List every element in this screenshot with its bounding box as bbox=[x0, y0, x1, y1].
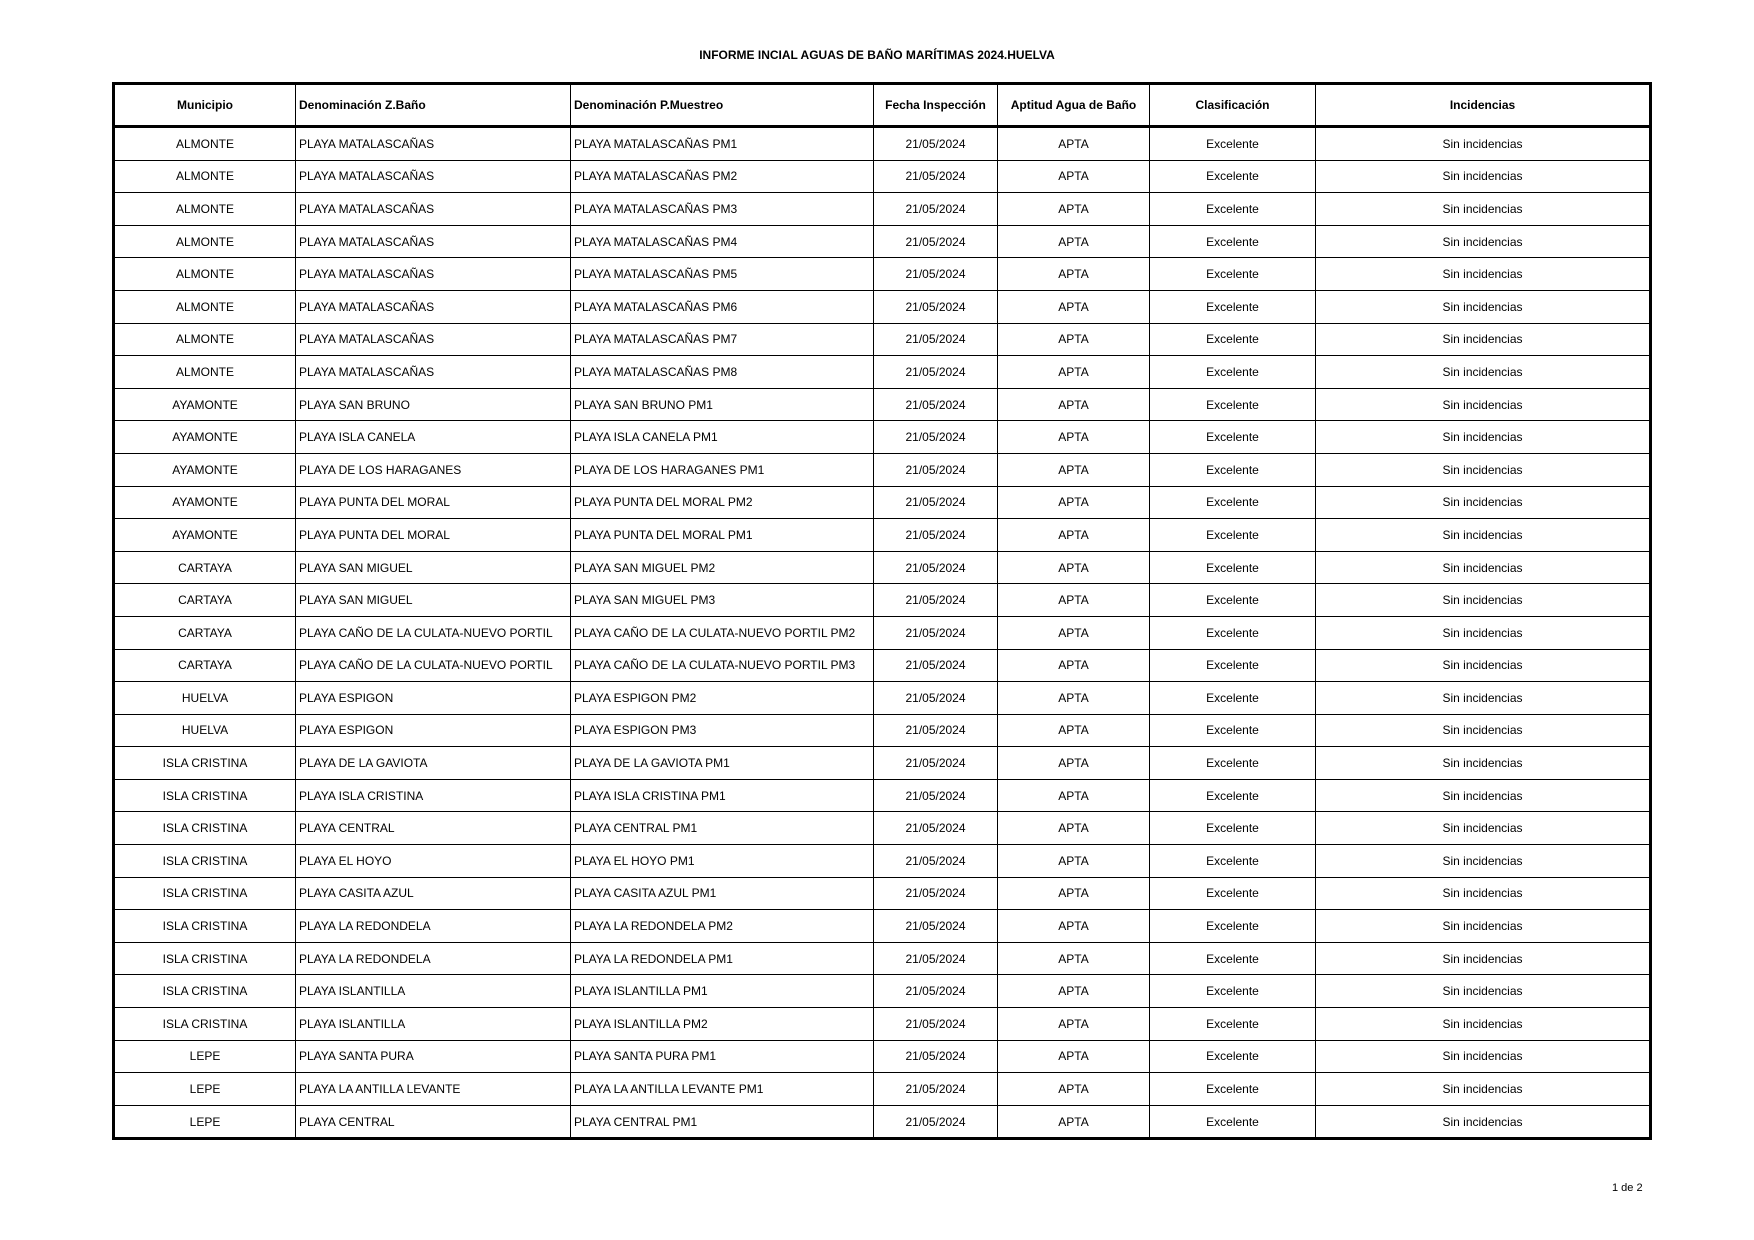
zona-bano-cell: PLAYA ESPIGON bbox=[296, 714, 571, 747]
zona-bano-cell: PLAYA SANTA PURA bbox=[296, 1040, 571, 1073]
aptitud-cell: APTA bbox=[998, 1008, 1150, 1041]
incidencias-cell: Sin incidencias bbox=[1316, 1073, 1651, 1106]
column-header-incidencias: Incidencias bbox=[1316, 84, 1651, 127]
clasificacion-cell: Excelente bbox=[1150, 1073, 1316, 1106]
municipio-cell: HUELVA bbox=[114, 714, 296, 747]
incidencias-cell: Sin incidencias bbox=[1316, 127, 1651, 161]
fecha-cell: 21/05/2024 bbox=[874, 779, 998, 812]
municipio-cell: CARTAYA bbox=[114, 649, 296, 682]
zona-bano-cell: PLAYA CENTRAL bbox=[296, 1105, 571, 1139]
municipio-cell: LEPE bbox=[114, 1105, 296, 1139]
aptitud-cell: APTA bbox=[998, 1040, 1150, 1073]
zona-bano-cell: PLAYA LA ANTILLA LEVANTE bbox=[296, 1073, 571, 1106]
municipio-cell: CARTAYA bbox=[114, 616, 296, 649]
incidencias-cell: Sin incidencias bbox=[1316, 388, 1651, 421]
municipio-cell: ALMONTE bbox=[114, 356, 296, 389]
municipio-cell: CARTAYA bbox=[114, 584, 296, 617]
aptitud-cell: APTA bbox=[998, 975, 1150, 1008]
table-row bbox=[114, 845, 1651, 878]
clasificacion-cell: Excelente bbox=[1150, 551, 1316, 584]
fecha-cell: 21/05/2024 bbox=[874, 714, 998, 747]
table-row bbox=[114, 127, 1651, 161]
zona-bano-cell: PLAYA CAÑO DE LA CULATA-NUEVO PORTIL bbox=[296, 616, 571, 649]
incidencias-cell: Sin incidencias bbox=[1316, 453, 1651, 486]
incidencias-cell: Sin incidencias bbox=[1316, 519, 1651, 552]
municipio-cell: ALMONTE bbox=[114, 193, 296, 226]
table-row bbox=[114, 258, 1651, 291]
municipio-cell: AYAMONTE bbox=[114, 388, 296, 421]
clasificacion-cell: Excelente bbox=[1150, 160, 1316, 193]
fecha-cell: 21/05/2024 bbox=[874, 682, 998, 715]
municipio-cell: LEPE bbox=[114, 1073, 296, 1106]
zona-bano-cell: PLAYA MATALASCAÑAS bbox=[296, 258, 571, 291]
clasificacion-cell: Excelente bbox=[1150, 584, 1316, 617]
punto-muestreo-cell: PLAYA MATALASCAÑAS PM4 bbox=[571, 225, 874, 258]
incidencias-cell: Sin incidencias bbox=[1316, 584, 1651, 617]
clasificacion-cell: Excelente bbox=[1150, 779, 1316, 812]
header-row bbox=[114, 84, 1651, 127]
aptitud-cell: APTA bbox=[998, 290, 1150, 323]
punto-muestreo-cell: PLAYA MATALASCAÑAS PM6 bbox=[571, 290, 874, 323]
incidencias-cell: Sin incidencias bbox=[1316, 877, 1651, 910]
zona-bano-cell: PLAYA LA REDONDELA bbox=[296, 910, 571, 943]
table-row bbox=[114, 225, 1651, 258]
table-row bbox=[114, 356, 1651, 389]
aptitud-cell: APTA bbox=[998, 486, 1150, 519]
clasificacion-cell: Excelente bbox=[1150, 1040, 1316, 1073]
table-row bbox=[114, 812, 1651, 845]
incidencias-cell: Sin incidencias bbox=[1316, 323, 1651, 356]
zona-bano-cell: PLAYA ISLA CRISTINA bbox=[296, 779, 571, 812]
clasificacion-cell: Excelente bbox=[1150, 910, 1316, 943]
municipio-cell: ISLA CRISTINA bbox=[114, 845, 296, 878]
zona-bano-cell: PLAYA MATALASCAÑAS bbox=[296, 323, 571, 356]
punto-muestreo-cell: PLAYA LA ANTILLA LEVANTE PM1 bbox=[571, 1073, 874, 1106]
aptitud-cell: APTA bbox=[998, 584, 1150, 617]
punto-muestreo-cell: PLAYA PUNTA DEL MORAL PM1 bbox=[571, 519, 874, 552]
aptitud-cell: APTA bbox=[998, 453, 1150, 486]
table-row bbox=[114, 160, 1651, 193]
punto-muestreo-cell: PLAYA ESPIGON PM2 bbox=[571, 682, 874, 715]
clasificacion-cell: Excelente bbox=[1150, 356, 1316, 389]
zona-bano-cell: PLAYA EL HOYO bbox=[296, 845, 571, 878]
incidencias-cell: Sin incidencias bbox=[1316, 1008, 1651, 1041]
table-row bbox=[114, 193, 1651, 226]
clasificacion-cell: Excelente bbox=[1150, 225, 1316, 258]
municipio-cell: CARTAYA bbox=[114, 551, 296, 584]
clasificacion-cell: Excelente bbox=[1150, 877, 1316, 910]
municipio-cell: AYAMONTE bbox=[114, 453, 296, 486]
punto-muestreo-cell: PLAYA MATALASCAÑAS PM3 bbox=[571, 193, 874, 226]
fecha-cell: 21/05/2024 bbox=[874, 258, 998, 291]
aptitud-cell: APTA bbox=[998, 160, 1150, 193]
aptitud-cell: APTA bbox=[998, 258, 1150, 291]
clasificacion-cell: Excelente bbox=[1150, 812, 1316, 845]
clasificacion-cell: Excelente bbox=[1150, 388, 1316, 421]
table-row bbox=[114, 877, 1651, 910]
table-row bbox=[114, 779, 1651, 812]
clasificacion-cell: Excelente bbox=[1150, 975, 1316, 1008]
municipio-cell: AYAMONTE bbox=[114, 519, 296, 552]
fecha-cell: 21/05/2024 bbox=[874, 845, 998, 878]
clasificacion-cell: Excelente bbox=[1150, 1008, 1316, 1041]
municipio-cell: ISLA CRISTINA bbox=[114, 975, 296, 1008]
municipio-cell: HUELVA bbox=[114, 682, 296, 715]
incidencias-cell: Sin incidencias bbox=[1316, 845, 1651, 878]
fecha-cell: 21/05/2024 bbox=[874, 747, 998, 780]
aptitud-cell: APTA bbox=[998, 323, 1150, 356]
incidencias-cell: Sin incidencias bbox=[1316, 714, 1651, 747]
fecha-cell: 21/05/2024 bbox=[874, 975, 998, 1008]
zona-bano-cell: PLAYA DE LA GAVIOTA bbox=[296, 747, 571, 780]
clasificacion-cell: Excelente bbox=[1150, 616, 1316, 649]
aptitud-cell: APTA bbox=[998, 779, 1150, 812]
clasificacion-cell: Excelente bbox=[1150, 486, 1316, 519]
page-number: 1 de 2 bbox=[1612, 1182, 1643, 1194]
table-row bbox=[114, 453, 1651, 486]
municipio-cell: ISLA CRISTINA bbox=[114, 812, 296, 845]
incidencias-cell: Sin incidencias bbox=[1316, 910, 1651, 943]
incidencias-cell: Sin incidencias bbox=[1316, 225, 1651, 258]
fecha-cell: 21/05/2024 bbox=[874, 584, 998, 617]
clasificacion-cell: Excelente bbox=[1150, 714, 1316, 747]
table-row bbox=[114, 910, 1651, 943]
municipio-cell: LEPE bbox=[114, 1040, 296, 1073]
clasificacion-cell: Excelente bbox=[1150, 421, 1316, 454]
punto-muestreo-cell: PLAYA ISLA CRISTINA PM1 bbox=[571, 779, 874, 812]
table-row bbox=[114, 290, 1651, 323]
punto-muestreo-cell: PLAYA PUNTA DEL MORAL PM2 bbox=[571, 486, 874, 519]
fecha-cell: 21/05/2024 bbox=[874, 160, 998, 193]
zona-bano-cell: PLAYA DE LOS HARAGANES bbox=[296, 453, 571, 486]
incidencias-cell: Sin incidencias bbox=[1316, 258, 1651, 291]
zona-bano-cell: PLAYA ISLANTILLA bbox=[296, 975, 571, 1008]
fecha-cell: 21/05/2024 bbox=[874, 290, 998, 323]
table-row bbox=[114, 584, 1651, 617]
clasificacion-cell: Excelente bbox=[1150, 682, 1316, 715]
document-title: INFORME INCIAL AGUAS DE BAÑO MARÍTIMAS 2024.HUELVA bbox=[699, 48, 1055, 62]
punto-muestreo-cell: PLAYA CAÑO DE LA CULATA-NUEVO PORTIL PM2 bbox=[571, 616, 874, 649]
incidencias-cell: Sin incidencias bbox=[1316, 486, 1651, 519]
fecha-cell: 21/05/2024 bbox=[874, 812, 998, 845]
municipio-cell: ALMONTE bbox=[114, 323, 296, 356]
table-row bbox=[114, 421, 1651, 454]
column-header-clasificacion: Clasificación bbox=[1150, 84, 1316, 127]
clasificacion-cell: Excelente bbox=[1150, 258, 1316, 291]
incidencias-cell: Sin incidencias bbox=[1316, 682, 1651, 715]
fecha-cell: 21/05/2024 bbox=[874, 616, 998, 649]
table-row bbox=[114, 682, 1651, 715]
table-header bbox=[114, 84, 1651, 127]
municipio-cell: ALMONTE bbox=[114, 160, 296, 193]
punto-muestreo-cell: PLAYA CAÑO DE LA CULATA-NUEVO PORTIL PM3 bbox=[571, 649, 874, 682]
municipio-cell: ISLA CRISTINA bbox=[114, 779, 296, 812]
table-row bbox=[114, 747, 1651, 780]
punto-muestreo-cell: PLAYA LA REDONDELA PM1 bbox=[571, 942, 874, 975]
punto-muestreo-cell: PLAYA ISLA CANELA PM1 bbox=[571, 421, 874, 454]
clasificacion-cell: Excelente bbox=[1150, 649, 1316, 682]
clasificacion-cell: Excelente bbox=[1150, 747, 1316, 780]
aptitud-cell: APTA bbox=[998, 812, 1150, 845]
aptitud-cell: APTA bbox=[998, 388, 1150, 421]
zona-bano-cell: PLAYA ISLA CANELA bbox=[296, 421, 571, 454]
table-row bbox=[114, 519, 1651, 552]
municipio-cell: ISLA CRISTINA bbox=[114, 942, 296, 975]
incidencias-cell: Sin incidencias bbox=[1316, 421, 1651, 454]
incidencias-cell: Sin incidencias bbox=[1316, 616, 1651, 649]
punto-muestreo-cell: PLAYA CENTRAL PM1 bbox=[571, 812, 874, 845]
table-row bbox=[114, 1105, 1651, 1139]
table-row bbox=[114, 486, 1651, 519]
incidencias-cell: Sin incidencias bbox=[1316, 551, 1651, 584]
fecha-cell: 21/05/2024 bbox=[874, 1073, 998, 1106]
zona-bano-cell: PLAYA PUNTA DEL MORAL bbox=[296, 519, 571, 552]
fecha-cell: 21/05/2024 bbox=[874, 193, 998, 226]
punto-muestreo-cell: PLAYA ESPIGON PM3 bbox=[571, 714, 874, 747]
column-header-punto-muestreo: Denominación P.Muestreo bbox=[571, 84, 874, 127]
incidencias-cell: Sin incidencias bbox=[1316, 779, 1651, 812]
punto-muestreo-cell: PLAYA SAN MIGUEL PM3 bbox=[571, 584, 874, 617]
fecha-cell: 21/05/2024 bbox=[874, 1105, 998, 1139]
zona-bano-cell: PLAYA MATALASCAÑAS bbox=[296, 160, 571, 193]
zona-bano-cell: PLAYA MATALASCAÑAS bbox=[296, 225, 571, 258]
aptitud-cell: APTA bbox=[998, 225, 1150, 258]
table-row bbox=[114, 975, 1651, 1008]
incidencias-cell: Sin incidencias bbox=[1316, 356, 1651, 389]
column-header-aptitud: Aptitud Agua de Baño bbox=[998, 84, 1150, 127]
table-row bbox=[114, 714, 1651, 747]
punto-muestreo-cell: PLAYA CENTRAL PM1 bbox=[571, 1105, 874, 1139]
table-row bbox=[114, 1008, 1651, 1041]
table-row bbox=[114, 1040, 1651, 1073]
clasificacion-cell: Excelente bbox=[1150, 845, 1316, 878]
zona-bano-cell: PLAYA MATALASCAÑAS bbox=[296, 127, 571, 161]
aptitud-cell: APTA bbox=[998, 649, 1150, 682]
fecha-cell: 21/05/2024 bbox=[874, 551, 998, 584]
aptitud-cell: APTA bbox=[998, 356, 1150, 389]
zona-bano-cell: PLAYA MATALASCAÑAS bbox=[296, 193, 571, 226]
zona-bano-cell: PLAYA CENTRAL bbox=[296, 812, 571, 845]
clasificacion-cell: Excelente bbox=[1150, 519, 1316, 552]
clasificacion-cell: Excelente bbox=[1150, 193, 1316, 226]
punto-muestreo-cell: PLAYA MATALASCAÑAS PM7 bbox=[571, 323, 874, 356]
column-header-fecha-inspeccion: Fecha Inspección bbox=[874, 84, 998, 127]
punto-muestreo-cell: PLAYA ISLANTILLA PM2 bbox=[571, 1008, 874, 1041]
punto-muestreo-cell: PLAYA SAN BRUNO PM1 bbox=[571, 388, 874, 421]
punto-muestreo-cell: PLAYA MATALASCAÑAS PM2 bbox=[571, 160, 874, 193]
municipio-cell: ALMONTE bbox=[114, 225, 296, 258]
incidencias-cell: Sin incidencias bbox=[1316, 1105, 1651, 1139]
municipio-cell: ALMONTE bbox=[114, 127, 296, 161]
clasificacion-cell: Excelente bbox=[1150, 1105, 1316, 1139]
punto-muestreo-cell: PLAYA DE LA GAVIOTA PM1 bbox=[571, 747, 874, 780]
municipio-cell: ALMONTE bbox=[114, 290, 296, 323]
fecha-cell: 21/05/2024 bbox=[874, 421, 998, 454]
incidencias-cell: Sin incidencias bbox=[1316, 812, 1651, 845]
zona-bano-cell: PLAYA CAÑO DE LA CULATA-NUEVO PORTIL bbox=[296, 649, 571, 682]
fecha-cell: 21/05/2024 bbox=[874, 877, 998, 910]
aptitud-cell: APTA bbox=[998, 1105, 1150, 1139]
punto-muestreo-cell: PLAYA MATALASCAÑAS PM5 bbox=[571, 258, 874, 291]
municipio-cell: ISLA CRISTINA bbox=[114, 910, 296, 943]
punto-muestreo-cell: PLAYA LA REDONDELA PM2 bbox=[571, 910, 874, 943]
table-row bbox=[114, 551, 1651, 584]
zona-bano-cell: PLAYA SAN MIGUEL bbox=[296, 551, 571, 584]
aptitud-cell: APTA bbox=[998, 127, 1150, 161]
fecha-cell: 21/05/2024 bbox=[874, 356, 998, 389]
aptitud-cell: APTA bbox=[998, 877, 1150, 910]
zona-bano-cell: PLAYA ISLANTILLA bbox=[296, 1008, 571, 1041]
municipio-cell: ISLA CRISTINA bbox=[114, 1008, 296, 1041]
fecha-cell: 21/05/2024 bbox=[874, 225, 998, 258]
fecha-cell: 21/05/2024 bbox=[874, 910, 998, 943]
aptitud-cell: APTA bbox=[998, 910, 1150, 943]
zona-bano-cell: PLAYA PUNTA DEL MORAL bbox=[296, 486, 571, 519]
clasificacion-cell: Excelente bbox=[1150, 453, 1316, 486]
incidencias-cell: Sin incidencias bbox=[1316, 1040, 1651, 1073]
table-row bbox=[114, 616, 1651, 649]
incidencias-cell: Sin incidencias bbox=[1316, 649, 1651, 682]
clasificacion-cell: Excelente bbox=[1150, 942, 1316, 975]
punto-muestreo-cell: PLAYA MATALASCAÑAS PM8 bbox=[571, 356, 874, 389]
column-header-municipio: Municipio bbox=[114, 84, 296, 127]
table-row bbox=[114, 323, 1651, 356]
fecha-cell: 21/05/2024 bbox=[874, 453, 998, 486]
clasificacion-cell: Excelente bbox=[1150, 290, 1316, 323]
aptitud-cell: APTA bbox=[998, 747, 1150, 780]
municipio-cell: ISLA CRISTINA bbox=[114, 747, 296, 780]
table-row bbox=[114, 649, 1651, 682]
incidencias-cell: Sin incidencias bbox=[1316, 160, 1651, 193]
punto-muestreo-cell: PLAYA MATALASCAÑAS PM1 bbox=[571, 127, 874, 161]
zona-bano-cell: PLAYA LA REDONDELA bbox=[296, 942, 571, 975]
table-row bbox=[114, 388, 1651, 421]
column-header-zona-bano: Denominación Z.Baño bbox=[296, 84, 571, 127]
zona-bano-cell: PLAYA CASITA AZUL bbox=[296, 877, 571, 910]
fecha-cell: 21/05/2024 bbox=[874, 323, 998, 356]
beach-water-report-table bbox=[112, 82, 1652, 1140]
zona-bano-cell: PLAYA ESPIGON bbox=[296, 682, 571, 715]
fecha-cell: 21/05/2024 bbox=[874, 519, 998, 552]
fecha-cell: 21/05/2024 bbox=[874, 388, 998, 421]
fecha-cell: 21/05/2024 bbox=[874, 1008, 998, 1041]
aptitud-cell: APTA bbox=[998, 551, 1150, 584]
fecha-cell: 21/05/2024 bbox=[874, 942, 998, 975]
zona-bano-cell: PLAYA SAN MIGUEL bbox=[296, 584, 571, 617]
incidencias-cell: Sin incidencias bbox=[1316, 942, 1651, 975]
fecha-cell: 21/05/2024 bbox=[874, 1040, 998, 1073]
aptitud-cell: APTA bbox=[998, 616, 1150, 649]
incidencias-cell: Sin incidencias bbox=[1316, 747, 1651, 780]
municipio-cell: AYAMONTE bbox=[114, 486, 296, 519]
incidencias-cell: Sin incidencias bbox=[1316, 193, 1651, 226]
zona-bano-cell: PLAYA MATALASCAÑAS bbox=[296, 356, 571, 389]
municipio-cell: ALMONTE bbox=[114, 258, 296, 291]
aptitud-cell: APTA bbox=[998, 421, 1150, 454]
fecha-cell: 21/05/2024 bbox=[874, 486, 998, 519]
incidencias-cell: Sin incidencias bbox=[1316, 290, 1651, 323]
aptitud-cell: APTA bbox=[998, 193, 1150, 226]
municipio-cell: ISLA CRISTINA bbox=[114, 877, 296, 910]
aptitud-cell: APTA bbox=[998, 1073, 1150, 1106]
clasificacion-cell: Excelente bbox=[1150, 127, 1316, 161]
table-row bbox=[114, 1073, 1651, 1106]
punto-muestreo-cell: PLAYA EL HOYO PM1 bbox=[571, 845, 874, 878]
zona-bano-cell: PLAYA SAN BRUNO bbox=[296, 388, 571, 421]
punto-muestreo-cell: PLAYA SANTA PURA PM1 bbox=[571, 1040, 874, 1073]
punto-muestreo-cell: PLAYA CASITA AZUL PM1 bbox=[571, 877, 874, 910]
fecha-cell: 21/05/2024 bbox=[874, 127, 998, 161]
aptitud-cell: APTA bbox=[998, 942, 1150, 975]
aptitud-cell: APTA bbox=[998, 845, 1150, 878]
aptitud-cell: APTA bbox=[998, 519, 1150, 552]
table-body bbox=[114, 127, 1651, 1139]
clasificacion-cell: Excelente bbox=[1150, 323, 1316, 356]
municipio-cell: AYAMONTE bbox=[114, 421, 296, 454]
incidencias-cell: Sin incidencias bbox=[1316, 975, 1651, 1008]
punto-muestreo-cell: PLAYA ISLANTILLA PM1 bbox=[571, 975, 874, 1008]
punto-muestreo-cell: PLAYA DE LOS HARAGANES PM1 bbox=[571, 453, 874, 486]
zona-bano-cell: PLAYA MATALASCAÑAS bbox=[296, 290, 571, 323]
aptitud-cell: APTA bbox=[998, 714, 1150, 747]
table-row bbox=[114, 942, 1651, 975]
fecha-cell: 21/05/2024 bbox=[874, 649, 998, 682]
aptitud-cell: APTA bbox=[998, 682, 1150, 715]
punto-muestreo-cell: PLAYA SAN MIGUEL PM2 bbox=[571, 551, 874, 584]
